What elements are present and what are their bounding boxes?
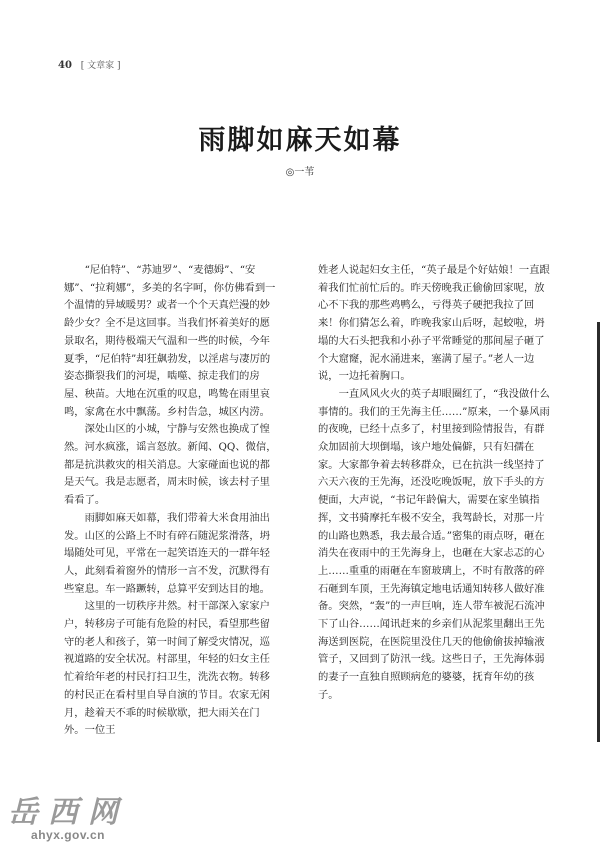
page-number: 40 [58, 60, 72, 71]
site-watermark [8, 795, 128, 842]
paragraph: “尼伯特”、“苏迪罗”、“麦德姆”、“安娜”、“拉莉娜”，多美的名字呵，你仿佛看到一个温情的异域暖男？或者一个个天真烂漫的妙龄少女？全不是这回事。当我们怀着美好的愿景取名，期待极端天气温和一些的时候，今年夏季，“尼伯特”却狂飙勃发，以淫虐与凄厉的姿态撕裂我们的河堤，啮噬、掠走我们的房屋、秧苗。大地在沉重的叹息，鸣鸷在雨里哀鸣，家禽在水中飘荡。乡村告急，城区内涝。 [64, 264, 276, 418]
column-name: [ 文章家 ] [80, 61, 121, 71]
left-column [64, 262, 279, 740]
right-column [318, 262, 550, 705]
paragraph: 这里的一切秩序井然。村干部深入家家户户，转移房子可能有危险的村民，看望那些留守的老人和孩子，第一时间了解受灾情况，巡视道路的安全状况。村部里，年轻的妇女主任忙着给年老的村民打扫卫生，洗洗衣物。转移的村民正在看村里自导自演的节目。农家无闲月，趁着天不乖的时候歇歇，把大雨关在门外。一位王 [64, 600, 270, 737]
article-title: 雨脚如麻天如幕 [198, 125, 402, 156]
watermark-url: ahyx.gov.cn [31, 828, 105, 842]
paragraph: 雨脚如麻天如幕，我们带着大米食用油出发。山区的公路上不时有碎石随泥浆滑落，坍塌随处可见，平常在一起笑语连天的一群年轻人，此刻看着窗外的情形一言不发，沉默得有些窒息。车一路蹶转，总算平安到达目的地。 [64, 511, 270, 595]
paragraph: 深处山区的小城，宁静与安然也换成了惶然。河水疯涨，谣言怒放。新闻、QQ、微信，都是抗洪救灾的相关消息。大家碰面也说的都是天气。我是志愿者，周末时候，该去村子里看看了。 [64, 423, 277, 507]
paragraph: 姓老人说起妇女主任，“英子最是个好姑娘！一直跟着我们忙前忙后的。昨天傍晚我正偷偷回家呢，放心不下我的那些鸡鸭么，亏得英子硬把我拉了回来！你们猜怎么着，昨晚我家山后呀，起蛟啦，坍塌的大石头把我和小孙子平常睡觉的那间屋子砸了个大窟窿，泥水涌进来，塞满了屋子。”老人一边说，一边托着胸口。 [318, 264, 550, 383]
running-header [58, 58, 121, 71]
paragraph: 一直风风火火的英子却眼圈红了，“我没做什么事情的。我们的王先海主任……”原来，一个暴风雨的夜晚，已经十点多了，村里接到险情报告，有群众加固前大坝倒塌，该户地处偏僻，只有妇孺在家。大家都争着去转移群众，已在抗洪一线坚持了六天六夜的王先海，还没吃晚饭呢，放下手头的方便面，大声说，“书记年龄偏大，需要在家坐镇指挥，文书骑摩托车极不安全，我驾龄长，对那一片的山路也熟悉，我去最合适。”密集的雨点呀，砸在消失在夜雨中的王先海身上，也砸在大家忐忑的心上……重重的雨砸在车窗玻璃上，不时有散落的碎石砸到车顶，王先海镇定地电话通知转移人做好准备。突然，“轰”的一声巨响，连人带车被泥石流冲下了山谷……闻讯赶来的乡亲们从泥浆里翻出王先海送到医院，在医院里没住几天的他偷偷拔掉输液管子，又回到了防汛一线。这些日子，王先海体弱的妻子一直独自照顾病危的婆婆，抚育年幼的孩子。 [318, 387, 550, 701]
article-author: ◎一苇 [285, 167, 315, 178]
watermark-logo: 岳西网 [8, 795, 128, 830]
